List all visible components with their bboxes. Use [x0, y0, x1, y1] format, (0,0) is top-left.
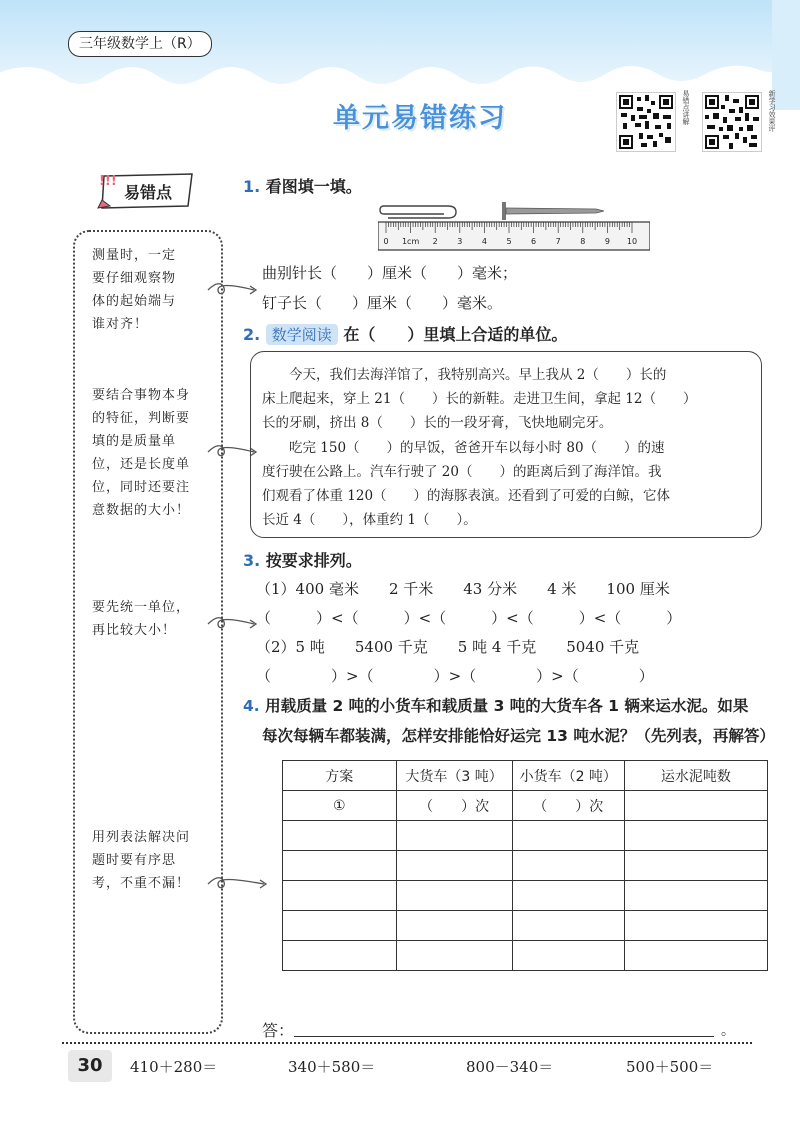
table-cell[interactable]: [396, 881, 512, 911]
tip-line: 要先统一单位，: [92, 600, 191, 615]
q3-line-2: （ ）<（ ）<（ ）<（ ）<（ ）: [256, 609, 682, 627]
footer-calc: 800－340＝: [466, 1058, 554, 1076]
ruler-figure: [378, 198, 650, 252]
ruler-label: 3: [457, 237, 463, 246]
tip-line: 的特征，判断要: [92, 411, 191, 426]
tip-line: 要结合事物本身: [92, 388, 191, 403]
table-cell: ①: [283, 791, 397, 821]
tip-line: 题时要有序思: [92, 853, 177, 868]
tip-line: 填的是质量单: [92, 434, 177, 449]
q1-line-nail: 钉子长（ ）厘米（ ）毫米。: [262, 294, 503, 312]
question-text: 按要求排列。: [265, 551, 362, 570]
question-1-title: [243, 174, 362, 197]
passage-line: 长近 4（ ），体重约 1（ ）。: [262, 512, 477, 528]
question-4-title-cont: 每次每辆车都装满，怎样安排能恰好运完 13 吨水泥？（先列表，再解答）: [262, 727, 775, 745]
curly-arrow-icon: [206, 612, 262, 636]
tip-line: 体的起始端与: [92, 294, 177, 309]
question-number: 3.: [243, 551, 261, 570]
question-3-title: [243, 548, 362, 571]
table-cell[interactable]: [283, 911, 397, 941]
table-cell[interactable]: [512, 911, 624, 941]
table-cell[interactable]: [396, 821, 512, 851]
tips-title: 易错点: [124, 183, 173, 202]
question-text: 看图填一填。: [265, 177, 362, 196]
ruler-label: 5: [506, 237, 512, 246]
tip-line: 谁对齐！: [92, 317, 149, 332]
q3-line-4: （ ）>（ ）>（ ）>（ ）: [256, 667, 654, 685]
tip-unify-units: [92, 596, 212, 642]
curly-arrow-icon: [206, 872, 272, 896]
passage-line: 们观看了体重 120（ ）的海豚表演。还看到了可爱的白鲸，它体: [262, 488, 671, 504]
table-cell[interactable]: [624, 821, 767, 851]
page-title: 单元易错练习: [333, 103, 507, 134]
table-row: [283, 941, 768, 971]
question-text: 在（ ）里填上合适的单位。: [343, 325, 568, 344]
table-cell[interactable]: [396, 851, 512, 881]
qr-caption: 易错点讲解: [682, 90, 690, 125]
footer-calc: 340＋580＝: [288, 1058, 376, 1076]
question-2-title: [243, 322, 567, 345]
question-number: 1.: [243, 177, 261, 196]
tip-line: 考，不重不漏！: [92, 876, 191, 891]
page-number: 30: [68, 1050, 112, 1082]
tip-list-method: [92, 826, 212, 895]
ruler-label: 10: [626, 237, 638, 246]
ruler-label: 4: [481, 237, 487, 246]
footer-calc: 410＋280＝: [130, 1058, 218, 1076]
tip-measurement: [92, 244, 212, 336]
table-cell[interactable]: [283, 821, 397, 851]
question-number: 2.: [243, 325, 261, 344]
grade-label: 三年级数学上（R）: [68, 31, 212, 57]
curly-arrow-icon: [206, 278, 262, 302]
ruler-label: 2: [432, 237, 438, 246]
footer-calc: 500＋500＝: [626, 1058, 714, 1076]
tip-line: 要仔细观察物: [92, 271, 177, 286]
table-cell[interactable]: [283, 941, 397, 971]
table-cell[interactable]: [512, 941, 624, 971]
tip-line: 意数据的大小！: [92, 503, 191, 518]
ruler-label: 7: [555, 237, 561, 246]
table-cell[interactable]: [512, 821, 624, 851]
tip-line: 用列表法解决问: [92, 830, 191, 845]
table-cell[interactable]: （ ）次: [512, 791, 624, 821]
table-cell[interactable]: [624, 911, 767, 941]
svg-text:!!!: !!!: [99, 174, 117, 189]
question-text: 用载质量 2 吨的小货车和载质量 3 吨的大货车各 1 辆来运水泥。如果: [265, 697, 749, 715]
table-header-cell: 小货车（2 吨）: [512, 761, 624, 791]
q1-line-paperclip: 曲别针长（ ）厘米（ ）毫米；: [262, 264, 518, 282]
passage-line: 吃完 150（ ）的早饭，爸爸开车以每小时 80（ ）的速: [262, 440, 665, 456]
table-header-cell: 大货车（3 吨）: [396, 761, 512, 791]
table-header-cell: 方案: [283, 761, 397, 791]
table-cell[interactable]: [283, 881, 397, 911]
passage-line: 床上爬起来，穿上 21（ ）长的新鞋。走进卫生间，拿起 12（ ）: [262, 391, 697, 407]
tip-line: 位，同时还要注: [92, 480, 191, 495]
tip-units: [92, 384, 212, 522]
table-header-cell: 运水泥吨数: [624, 761, 767, 791]
passage-line: 今天，我们去海洋馆了，我特别高兴。早上我从 2（ ）长的: [262, 367, 667, 383]
table-row: [283, 911, 768, 941]
table-row: [283, 791, 768, 821]
ruler-label: 1cm: [401, 237, 420, 246]
tip-line: 位，还是长度单: [92, 457, 191, 472]
table-cell[interactable]: [624, 791, 767, 821]
passage-line: 度行驶在公路上。汽车行驶了 20（ ）的距离后到了海洋馆。我: [262, 464, 662, 480]
question-number: 4.: [243, 697, 260, 715]
table-cell[interactable]: [512, 881, 624, 911]
table-cell[interactable]: （ ）次: [396, 791, 512, 821]
answer-label: 答：: [262, 1021, 295, 1040]
footer-divider: [62, 1042, 752, 1044]
ruler-label: 0: [383, 237, 389, 246]
plan-table: [282, 760, 768, 971]
tip-line: 测量时，一定: [92, 248, 177, 263]
table-header-row: [283, 761, 768, 791]
passage-line: 长的牙刷，挤出 8（ ）长的一段牙膏，飞快地刷完牙。: [262, 415, 613, 431]
answer-period: 。: [721, 1023, 735, 1039]
ruler-label: 9: [604, 237, 610, 246]
table-cell[interactable]: [396, 941, 512, 971]
q3-line-3: （2）5 吨 5400 千克 5 吨 4 千克 5040 千克: [256, 638, 640, 656]
table-cell[interactable]: [512, 851, 624, 881]
ruler-label: 6: [531, 237, 537, 246]
q3-line-1: （1）400 毫米 2 千米 43 分米 4 米 100 厘米: [256, 580, 670, 598]
question-4-title: [243, 694, 748, 716]
qr-code-icon[interactable]: [702, 92, 762, 152]
qr-code-icon[interactable]: [616, 92, 676, 152]
table-row: [283, 821, 768, 851]
tip-line: 再比较大小！: [92, 623, 177, 638]
table-cell[interactable]: [624, 851, 767, 881]
paperclip-icon: [380, 206, 456, 218]
table-cell[interactable]: [283, 851, 397, 881]
table-cell[interactable]: [624, 881, 767, 911]
table-row: [283, 851, 768, 881]
qr-caption: 新学习效果评: [768, 90, 776, 132]
table-row: [283, 881, 768, 911]
ruler-label: 8: [580, 237, 586, 246]
table-cell[interactable]: [624, 941, 767, 971]
answer-input-line[interactable]: [294, 1036, 714, 1037]
table-cell[interactable]: [396, 911, 512, 941]
math-reading-tag: 数学阅读: [266, 324, 338, 345]
nail-icon: [502, 202, 604, 220]
